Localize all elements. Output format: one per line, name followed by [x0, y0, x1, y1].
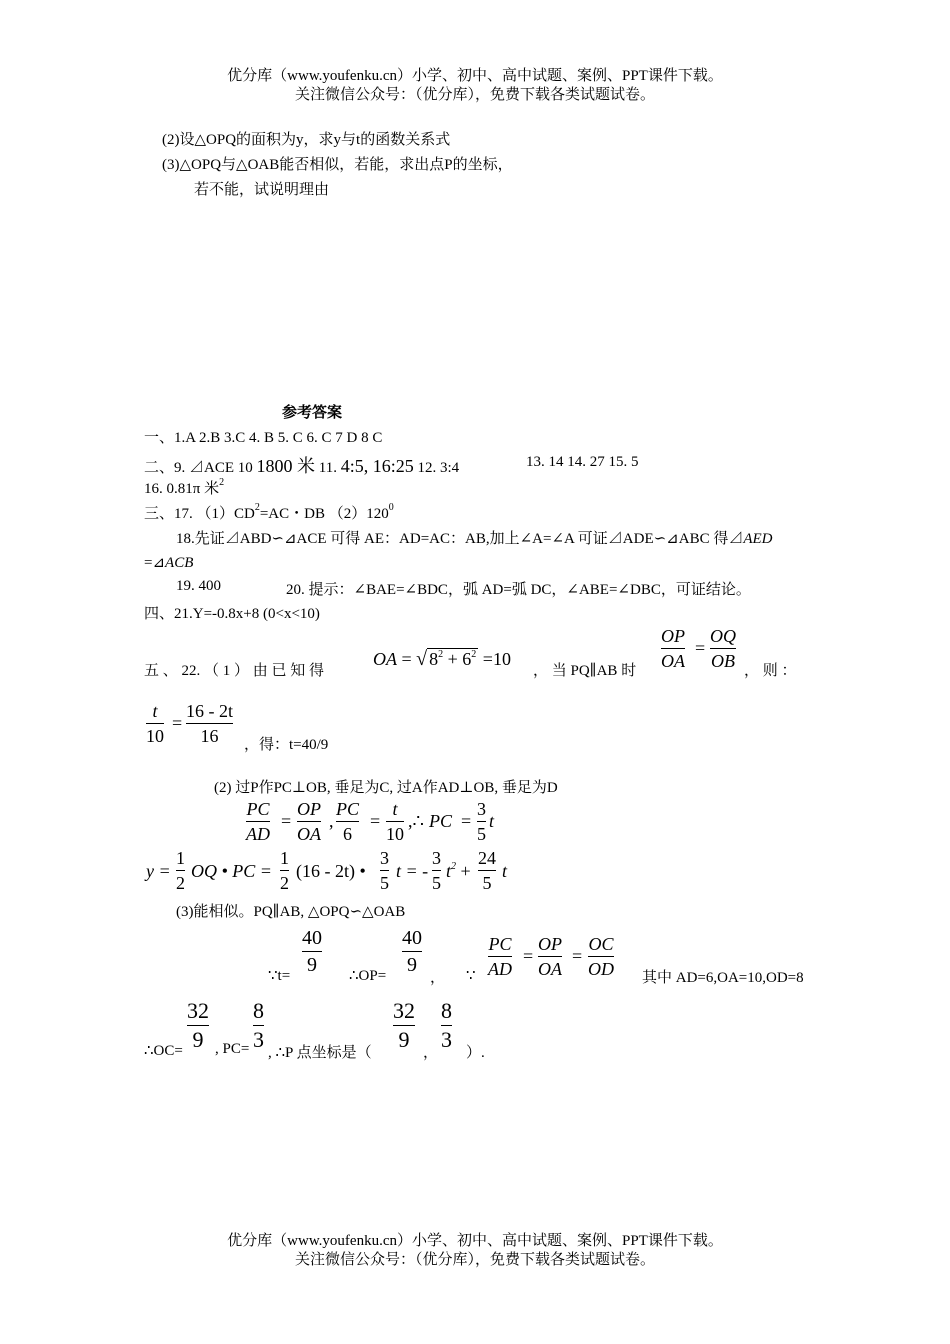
frac-num: PC: [488, 934, 512, 954]
frac-py-8-3: [441, 1000, 452, 1051]
so-oc: ∴OC=: [144, 1043, 183, 1059]
plus: +: [456, 861, 471, 881]
q22-when: ， 当 PQ∥AB 时: [533, 663, 637, 679]
frac-num: 40: [402, 927, 422, 949]
header-line-2: 关注微信公众号：（优分库），免费下载各类试题试卷。: [294, 87, 655, 103]
coord-end: ）.: [466, 1045, 485, 1061]
frac-3-5-b: [432, 849, 441, 892]
frac-40-9-b: [402, 928, 422, 975]
ratio-eq: =: [695, 638, 706, 658]
frac-den: 9: [307, 954, 317, 976]
frac-op-oa-2: [297, 800, 321, 843]
frac-pc-8-3: [253, 1000, 264, 1051]
coord-sep: ，: [423, 1045, 439, 1061]
oa-sq-1: 2: [438, 649, 444, 660]
comma-1: ，: [430, 970, 446, 986]
eq-sign: =: [370, 811, 381, 831]
oa-lhs: OA: [373, 649, 397, 669]
y-mid-1: OQ • PC =: [191, 861, 272, 881]
part2-q9-10: 二、9. ⊿ACE 10: [144, 460, 257, 476]
frac-t-10: [146, 702, 164, 745]
y-lhs: y =: [146, 861, 171, 881]
frac-den: AD: [488, 959, 512, 979]
frac-num: t: [392, 799, 398, 819]
q17-part1: 三、17. （1）CD: [144, 506, 255, 522]
frac-den: OD: [588, 959, 614, 979]
frac-op-oa: [661, 627, 685, 670]
frac-oc-od: [588, 935, 614, 978]
frac-num: OC: [588, 934, 614, 954]
frac-num: 3: [477, 799, 486, 819]
frac-num: 8: [253, 998, 264, 1023]
frac-den: 9: [398, 1027, 410, 1052]
q18-text: 18.先证⊿ABD∽⊿ACE 可得 AE：AD=AC：AB,加上∠A=∠A 可证⊿ADE∽⊿ABC 得⊿: [176, 531, 744, 547]
frac-3-5: [477, 800, 486, 843]
t-base: t: [446, 861, 452, 881]
frac-num: 1: [280, 848, 289, 868]
eq-sign: =: [461, 811, 472, 831]
frac-oc-32-9: [187, 1000, 209, 1051]
frac-den: OB: [711, 651, 735, 671]
frac-num: PC: [246, 799, 270, 819]
frac-pc-6: [336, 800, 359, 843]
question-3-line-1: (3)△OPQ与△OAB能否相似，若能，求出点P的坐标，: [162, 157, 513, 173]
since-2: ∵: [466, 968, 476, 984]
so-op: ∴OP=: [349, 968, 387, 984]
answers-title: 参考答案: [282, 403, 343, 421]
oa-result: =10: [482, 649, 511, 669]
eq-sign: =: [281, 811, 292, 831]
comma: ,: [329, 811, 334, 831]
frac-num: OP: [538, 934, 562, 954]
y-mid-2: (16 - 2t) •: [296, 861, 366, 881]
frac-den: 5: [432, 873, 441, 893]
frac-num: 32: [187, 998, 209, 1023]
frac-den: 2: [280, 873, 289, 893]
answers-part-2-tail: 13. 14 14. 27 15. 5: [526, 454, 639, 470]
header-line-1: 优分库（www.youfenku.cn）小学、初中、高中试题、案例、PPT课件下载。: [227, 68, 723, 84]
frac-den: 5: [380, 873, 389, 893]
part2-q10-answer: 1800 米: [256, 456, 316, 476]
frac-num: 1: [176, 848, 185, 868]
y-equation: [146, 849, 526, 895]
frac-den: OA: [538, 959, 562, 979]
frac-den: 5: [477, 824, 486, 844]
q22-part-2: (2) 过P作PC⊥OB, 垂足为C, 过A作AD⊥OB, 垂足为D: [214, 780, 558, 796]
answers-q20: 20. 提示：∠BAE=∠BDC，弧 AD=弧 DC，∠ABE=∠DBC，可证结论。: [286, 582, 751, 598]
since-t: ∵t=: [268, 968, 291, 984]
t-eq: =: [172, 713, 183, 733]
oa-eq: =: [401, 649, 412, 669]
frac-den: AD: [246, 824, 270, 844]
q16-text: 16. 0.81π 米: [144, 481, 220, 497]
frac-num: 3: [380, 848, 389, 868]
oa-equation: OA = √ $8^2 + 6^2 =10$: [373, 648, 511, 670]
t-exp: 2: [451, 861, 457, 872]
answers-q18-line-2: [144, 553, 193, 572]
frac-den: 2: [176, 873, 185, 893]
oa-rad-b: + 6: [443, 649, 472, 669]
question-2: (2)设△OPQ的面积为y，求y与t的函数关系式: [162, 132, 451, 148]
frac-den: 6: [343, 824, 352, 844]
q18-line2-prefix: =⊿: [144, 555, 166, 571]
frac-40-9-a: [302, 928, 322, 975]
answers-q16: [144, 477, 224, 498]
y-t-squared: [446, 861, 471, 882]
answers-q18-line-1: [176, 527, 773, 548]
frac-num: 16 - 2t: [186, 701, 233, 721]
frac-24-5: [478, 849, 496, 892]
frac-den: 5: [482, 873, 492, 893]
frac-num: t: [152, 701, 158, 721]
answers-part-3: [144, 502, 394, 523]
frac-den: 10: [386, 824, 404, 844]
t-var: t: [502, 861, 508, 881]
frac-den: 10: [146, 726, 164, 746]
frac-den: OA: [661, 651, 685, 671]
therefore: ,∴: [408, 811, 424, 831]
frac-num: 8: [441, 998, 452, 1023]
answers-part-4: 四、21.Y=-0.8x+8 (0<x<10): [144, 606, 320, 622]
frac-px-32-9: [393, 1000, 415, 1051]
q17-superscript-1: 2: [254, 502, 260, 513]
frac-num: 32: [393, 998, 415, 1023]
frac-op-oa-3: [538, 935, 562, 978]
eq-sign-3b: =: [572, 946, 583, 966]
part2-q11: 11.: [315, 460, 341, 476]
frac-1-2-b: [280, 849, 289, 892]
q18-italic-1: AED: [743, 531, 773, 547]
frac-oq-ob: [710, 627, 736, 670]
frac-num: OP: [661, 626, 685, 646]
frac-den: 3: [253, 1027, 264, 1052]
frac-den: OA: [297, 824, 321, 844]
q22-intro: 五 、 22. （ 1 ） 由 已 知 得: [144, 663, 325, 679]
frac-1-2-a: [176, 849, 185, 892]
frac-num: 24: [478, 848, 496, 868]
oa-sq-2: 2: [471, 649, 477, 660]
frac-t-10-2: [386, 800, 404, 843]
pc-label: PC: [429, 811, 453, 831]
q17-superscript-2: 0: [388, 502, 394, 513]
frac-den: 3: [441, 1027, 452, 1052]
frac-den: 9: [407, 954, 417, 976]
q16-superscript: 2: [219, 477, 225, 488]
q17-part2: =AC・DB （2）120: [259, 506, 389, 522]
question-3-line-2: 若不能，试说明理由: [194, 182, 330, 198]
q22-part-3: (3)能相似。PQ∥AB, △OPQ∽△OAB: [176, 904, 406, 920]
answers-q19: 19. 400: [176, 578, 221, 594]
frac-pc-ad-2: [488, 935, 512, 978]
frac-num: 40: [302, 927, 322, 949]
pc-label-2: , PC=: [215, 1041, 250, 1057]
part2-q11-answer: 4:5, 16:25: [340, 456, 414, 476]
frac-num: 3: [432, 848, 441, 868]
frac-den: 16: [200, 726, 219, 746]
answers-part-2: [144, 452, 459, 478]
p-coordinates-label: , ∴P 点坐标是（: [268, 1045, 372, 1061]
frac-num: OQ: [710, 626, 736, 646]
frac-den: 9: [192, 1027, 204, 1052]
q22-result-1: ，得：t=40/9: [244, 737, 329, 753]
frac-num: OP: [297, 799, 321, 819]
q22-then: ， 则 ：: [744, 663, 797, 679]
answers-part-1: 一、1.A 2.B 3.C 4. B 5. C 6. C 7 D 8 C: [144, 430, 383, 446]
frac-3-5-a: [380, 849, 389, 892]
footer-line-2: 关注微信公众号：（优分库），免费下载各类试题试卷。: [294, 1252, 655, 1268]
frac-num: PC: [336, 799, 360, 819]
t-var: t: [489, 811, 495, 831]
frac-pc-ad: [246, 800, 270, 843]
eq-sign-3a: =: [523, 946, 534, 966]
q18-italic-2: ACB: [165, 555, 194, 571]
y-mid-3: t = -: [396, 861, 429, 881]
footer-line-1: 优分库（www.youfenku.cn）小学、初中、高中试题、案例、PPT课件下载。: [227, 1233, 723, 1249]
frac-16-2t: [186, 702, 233, 745]
given-values: 其中 AD=6,OA=10,OD=8: [642, 970, 804, 986]
oa-rad-a: 8: [429, 649, 439, 669]
part2-q12: 12. 3:4: [413, 460, 460, 476]
